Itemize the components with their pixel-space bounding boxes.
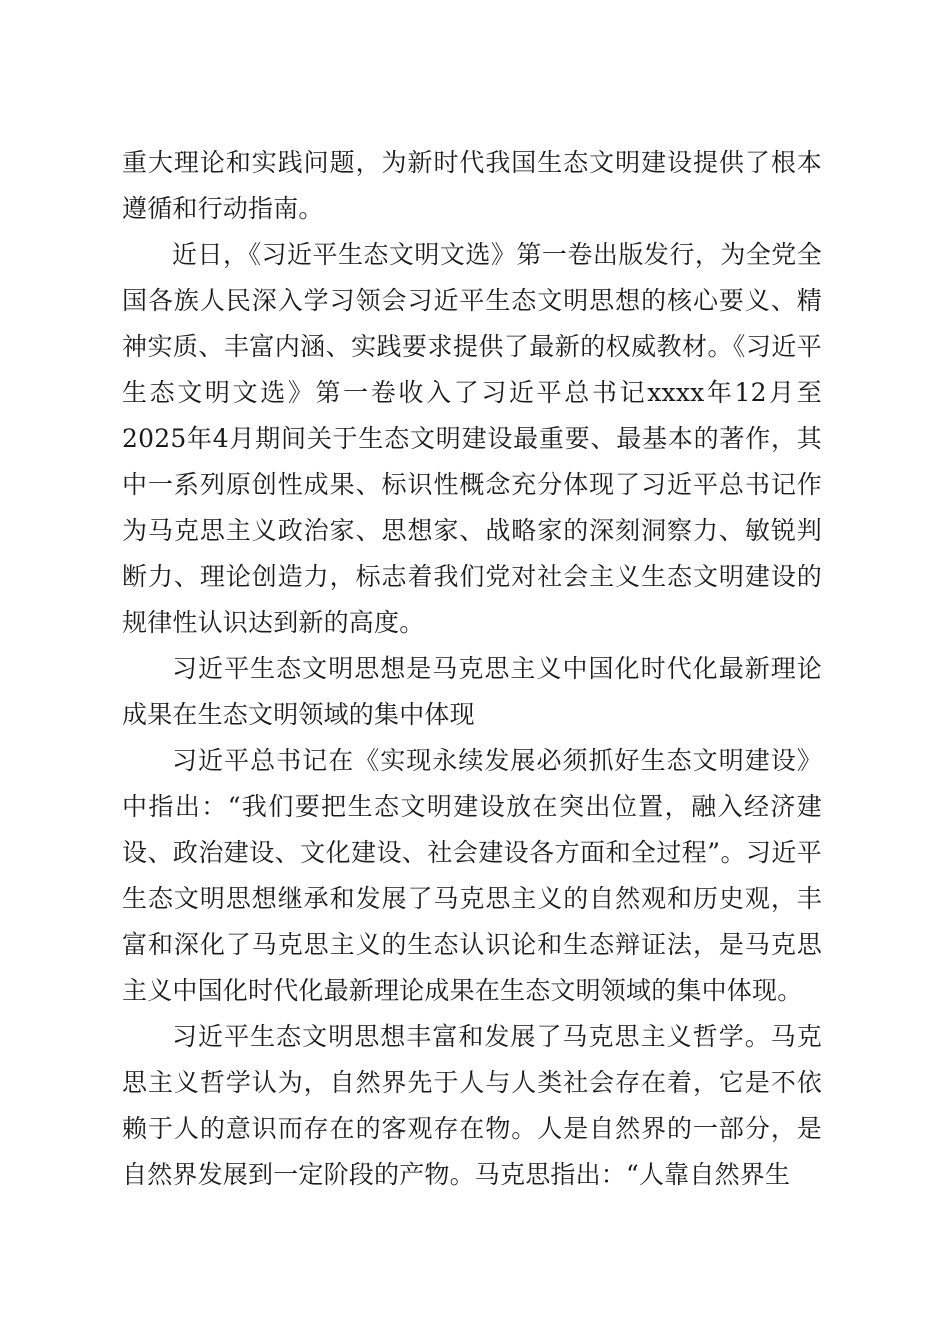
paragraph-4: 习近平生态文明思想丰富和发展了马克思主义哲学。马克思主义哲学认为，自然界先于人与人类社会存在着，它是不依赖于人的意识而存在的客观存在物。人是自然界的一部分，是自然界发展到一定阶段的产物。马克思指出：“人靠自然界生 <box>122 1022 822 1189</box>
section-heading: 习近平生态文明思想是马克思主义中国化时代化最新理论成果在生态文明领域的集中体现 <box>122 654 822 729</box>
paragraph-2: 近日，《习近平生态文明文选》第一卷出版发行，为全党全国各族人民深入学习领会习近平生态文明思想的核心要义、精神实质、丰富内涵、实践要求提供了最新的权威教材。《习近平生态文明文选》第一卷收入了习近平总书记xxxx年12月至2025年4月期间关于生态文明建设最重要、最基本的著作，其中一系列原创性成果、标识性概念充分体现了习近平总书记作为马克思主义政治家、思想家、战略家的深刻洞察力、敏锐判断力、理论创造力，标志着我们党对社会主义生态文明建设的规律性认识达到新的高度。 <box>122 240 822 637</box>
document-body <box>122 140 822 1198</box>
paragraph-3: 习近平总书记在《实现永续发展必须抓好生态文明建设》中指出：“我们要把生态文明建设放在突出位置，融入经济建设、政治建设、文化建设、社会建设各方面和全过程”。习近平生态文明思想继承和发展了马克思主义的自然观和历史观，丰富和深化了马克思主义的生态认识论和生态辩证法，是马克思主义中国化时代化最新理论成果在生态文明领域的集中体现。 <box>122 746 822 1005</box>
paragraph-1: 重大理论和实践问题，为新时代我国生态文明建设提供了根本遵循和行动指南。 <box>122 148 822 223</box>
